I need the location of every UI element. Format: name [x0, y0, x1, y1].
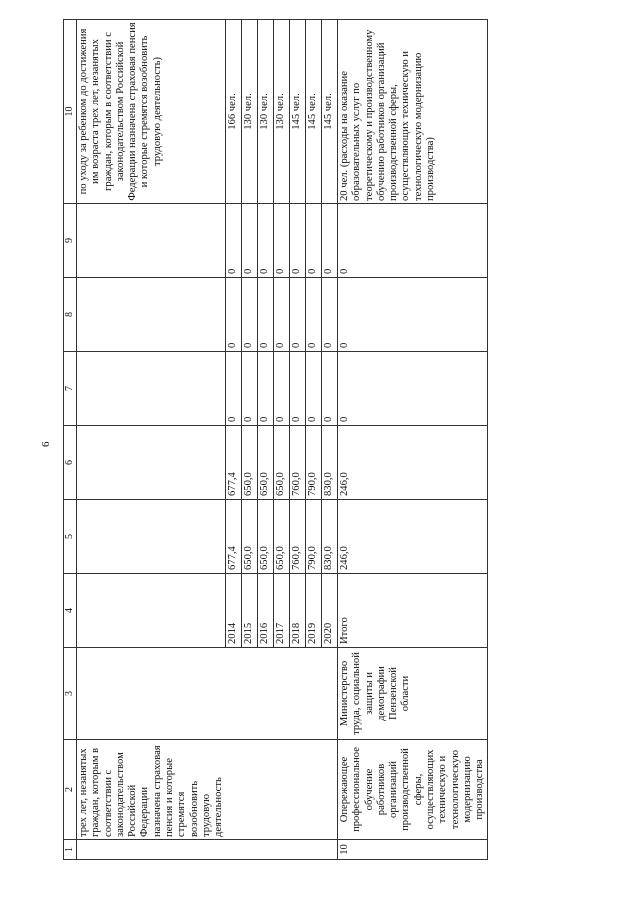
- cont-empty: [77, 500, 226, 574]
- year-cell: 2017: [274, 574, 290, 648]
- local-cell: 0: [322, 278, 338, 352]
- result-cell: 20 чел. (расходы на оказание образовательных услуг по теоретическому и производственному обучению работников организаций производственной сферы, осуществляющих техническую и технологическую модернизацию производства): [338, 20, 488, 204]
- total-cell: 650,0: [258, 500, 274, 574]
- budget-cell: 790,0: [306, 426, 322, 500]
- budget-cell: 760,0: [290, 426, 306, 500]
- budget-cell: 677,4: [226, 426, 242, 500]
- federal-cell: 0: [306, 352, 322, 426]
- federal-cell: 0: [242, 352, 258, 426]
- other-cell: 0: [338, 204, 488, 278]
- total-cell: 790,0: [306, 500, 322, 574]
- col-header: 1: [64, 840, 77, 860]
- result-cell: 145 чел.: [306, 20, 322, 204]
- cont-empty: [77, 278, 226, 352]
- local-cell: 0: [338, 278, 488, 352]
- other-cell: 0: [274, 204, 290, 278]
- other-cell: 0: [258, 204, 274, 278]
- result-cell: 145 чел.: [322, 20, 338, 204]
- table-row-10: [338, 20, 488, 860]
- result-cell: 166 чел.: [226, 20, 242, 204]
- budget-cell: 650,0: [242, 426, 258, 500]
- year-cell: 2014: [226, 574, 242, 648]
- federal-cell: 0: [338, 352, 488, 426]
- total-cell: 830,0: [322, 500, 338, 574]
- other-cell: 0: [322, 204, 338, 278]
- year-cell: 2016: [258, 574, 274, 648]
- result-cell: 145 чел.: [290, 20, 306, 204]
- cont-result-cell: по уходу за ребенком до достижения им возраста трех лет, незанятых граждан, которым в соответствии с законодательством Российской Федерации назначена страховая пенсия и которые стремятся возобновить трудовую деятельность): [77, 20, 226, 204]
- federal-cell: 0: [322, 352, 338, 426]
- cont-empty: [77, 352, 226, 426]
- activity-cell: Опережающее профессиональное обучение работников организаций производственной сферы, осуществляющих техническую и технологическую модернизацию производства: [338, 740, 488, 840]
- col-header: 2: [64, 740, 77, 840]
- year-cell: 2015: [242, 574, 258, 648]
- year-cell: Итого: [338, 574, 488, 648]
- program-table: [63, 19, 488, 860]
- other-cell: 0: [306, 204, 322, 278]
- other-cell: 0: [226, 204, 242, 278]
- col-header: 10: [64, 20, 77, 204]
- local-cell: 0: [242, 278, 258, 352]
- budget-cell: 246,0: [338, 426, 488, 500]
- row-number-cell: 10: [338, 840, 488, 860]
- result-cell: 130 чел.: [242, 20, 258, 204]
- local-cell: 0: [274, 278, 290, 352]
- local-cell: 0: [226, 278, 242, 352]
- cont-empty: [77, 574, 226, 648]
- year-cell: 2018: [290, 574, 306, 648]
- cont-num-cell: [77, 840, 338, 860]
- total-cell: 650,0: [274, 500, 290, 574]
- budget-cell: 650,0: [274, 426, 290, 500]
- total-cell: 760,0: [290, 500, 306, 574]
- federal-cell: 0: [226, 352, 242, 426]
- budget-cell: 830,0: [322, 426, 338, 500]
- local-cell: 0: [258, 278, 274, 352]
- col-header: 5: [64, 500, 77, 574]
- cont-executor-cell: [77, 648, 338, 740]
- budget-cell: 650,0: [258, 426, 274, 500]
- col-header: 6: [64, 426, 77, 500]
- other-cell: 0: [242, 204, 258, 278]
- year-cell: 2020: [322, 574, 338, 648]
- continuation-row: [77, 20, 226, 860]
- result-cell: 130 чел.: [274, 20, 290, 204]
- col-header: 8: [64, 278, 77, 352]
- total-cell: 246,0: [338, 500, 488, 574]
- federal-cell: 0: [258, 352, 274, 426]
- col-header: 9: [64, 204, 77, 278]
- total-cell: 650,0: [242, 500, 258, 574]
- executor-cell: Министерство труда, социальной защиты и демографии Пензенской области: [338, 648, 488, 740]
- local-cell: 0: [306, 278, 322, 352]
- local-cell: 0: [290, 278, 306, 352]
- rotated-page: [63, 20, 595, 860]
- col-header: 4: [64, 574, 77, 648]
- page-number: 6: [40, 441, 52, 447]
- other-cell: 0: [290, 204, 306, 278]
- result-cell: 130 чел.: [258, 20, 274, 204]
- total-cell: 677,4: [226, 500, 242, 574]
- col-header: 3: [64, 648, 77, 740]
- cont-empty: [77, 204, 226, 278]
- cont-empty: [77, 426, 226, 500]
- column-number-row: [64, 20, 77, 860]
- federal-cell: 0: [274, 352, 290, 426]
- year-cell: 2019: [306, 574, 322, 648]
- federal-cell: 0: [290, 352, 306, 426]
- cont-activity-cell: трех лет, незанятых граждан, которым в соответствии с законодательством Российской Федерации назначена страховая пенсия и которые стремятся возобновить трудовую деятельность: [77, 740, 338, 840]
- col-header: 7: [64, 352, 77, 426]
